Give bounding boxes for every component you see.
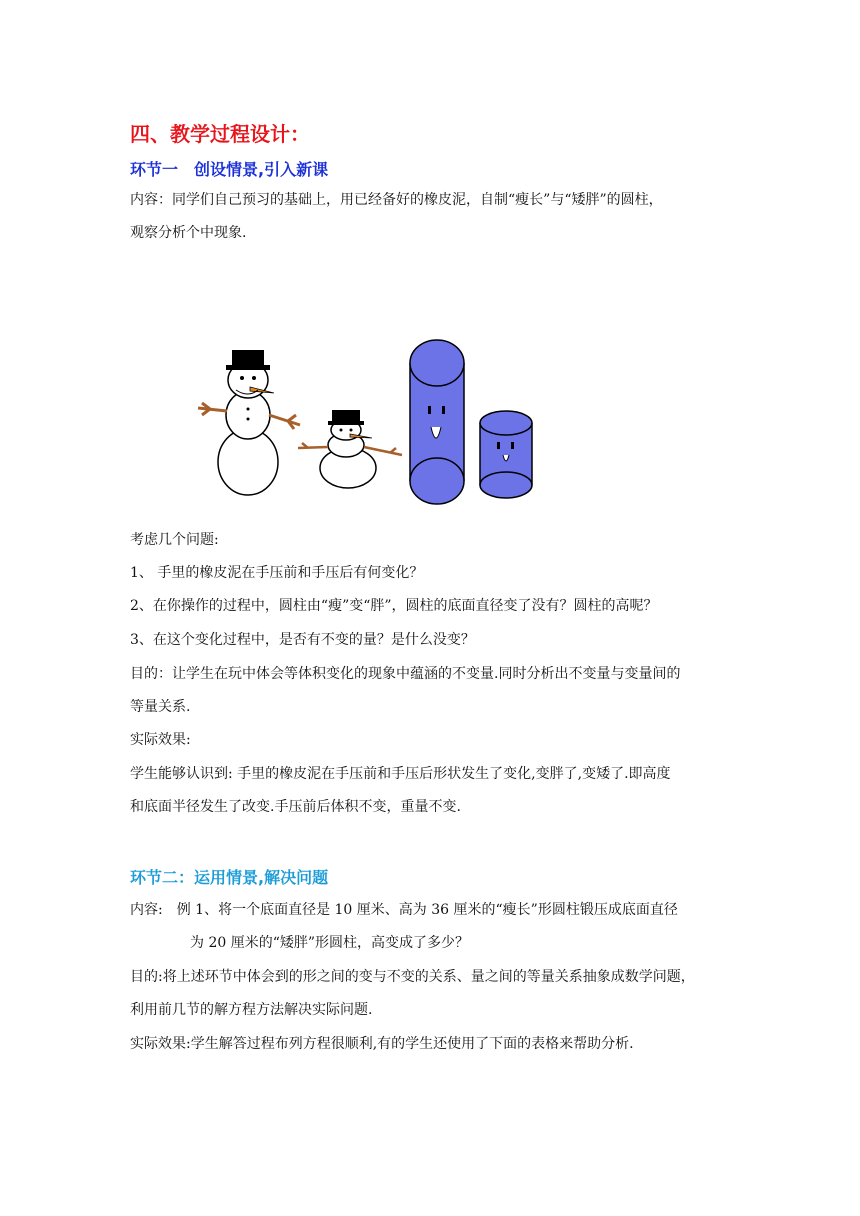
- stage1-content-line1: 内容：同学们自己预习的基础上，用已经备好的橡皮泥，自制“瘦长”与“矮胖”的圆柱，: [130, 192, 663, 208]
- stage2-purpose-line2: 利用前几节的解方程方法解决实际问题.: [130, 1002, 373, 1018]
- effect1-line2: 和底面半径发生了改变.手压前后体积不变，重量不变.: [130, 799, 461, 815]
- purpose1-line2: 等量关系.: [130, 699, 191, 715]
- purpose1-line1: 目的：让学生在玩中体会等体积变化的现象中蕴涵的不变量.同时分析出不变量与变量间的: [130, 666, 681, 682]
- short-cylinder: [480, 411, 532, 498]
- stage2-content-line2: 为 20 厘米的“矮胖”形圆柱，高变成了多少？: [190, 935, 470, 951]
- stage2-content-line1: 内容: 例 1、将一个底面直径是 10 厘米、高为 36 厘米的“瘦长”形圆柱锻压成底面直径: [130, 902, 678, 918]
- snowmen-cylinders-illustration: [190, 335, 550, 510]
- tall-cylinder: [410, 340, 464, 504]
- stage1-content-line2: 观察分析个中现象.: [130, 225, 247, 241]
- question-1: 1、 手里的橡皮泥在手压前和手压后有何变化？: [130, 565, 424, 581]
- stage2-heading: 环节二：运用情景,解决问题: [130, 868, 329, 887]
- question-3: 3、在这个变化过程中，是否有不变的量？是什么没变？: [130, 632, 475, 648]
- stage2-effect-line: 实际效果:学生解答过程布列方程很顺利,有的学生还使用了下面的表格来帮助分析.: [130, 1036, 634, 1052]
- stage1-heading: 环节一 创设情景,引入新课: [130, 160, 329, 179]
- large-snowman: [198, 348, 300, 495]
- questions-intro: 考虑几个问题:: [130, 532, 219, 548]
- question-2: 2、在你操作的过程中，圆柱由“瘦”变“胖”，圆柱的底面直径变了没有？圆柱的高呢？: [130, 598, 658, 614]
- effect1-line1: 学生能够认识到: 手里的橡皮泥在手压前和手压后形状发生了变化,变胖了,变矮了.即高度: [130, 766, 671, 782]
- small-snowman: [298, 409, 402, 489]
- stage2-purpose-line1: 目的:将上述环节中体会到的形之间的变与不变的关系、量之间的等量关系抽象成数学问题，: [130, 969, 695, 985]
- effect1-label: 实际效果:: [130, 732, 191, 748]
- section-title: 四、教学过程设计：: [130, 122, 310, 146]
